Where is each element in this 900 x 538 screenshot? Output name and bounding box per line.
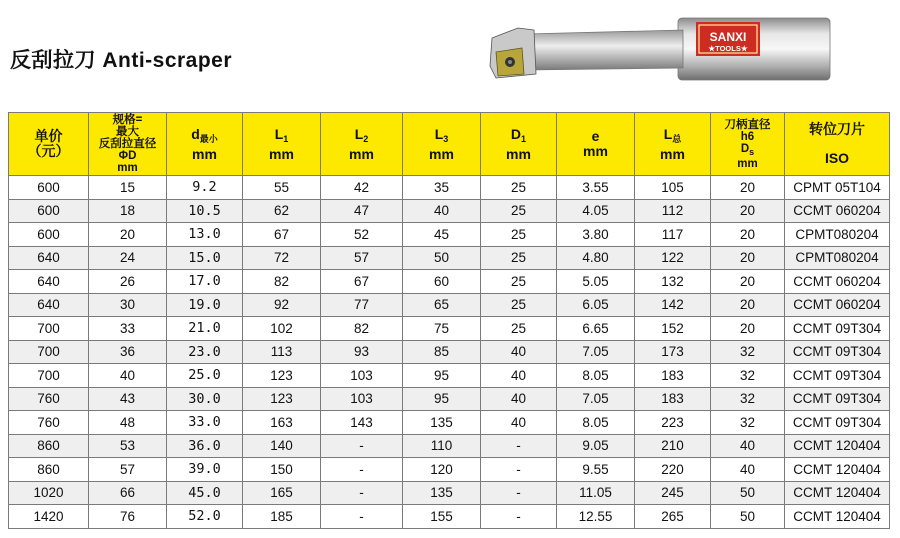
table-row bbox=[9, 176, 890, 200]
col-insert: 转位刀片 ISO bbox=[785, 113, 890, 176]
cell-d-min: 21.0 bbox=[167, 317, 243, 341]
cell-d-min: 13.0 bbox=[167, 223, 243, 247]
col-l3: $L_3$ mm bbox=[403, 113, 481, 176]
cell-l2: 57 bbox=[321, 246, 403, 270]
table-row bbox=[9, 293, 890, 317]
cell-l3: 95 bbox=[403, 387, 481, 411]
col-price: 单价 （元） bbox=[9, 113, 89, 176]
col-l2: $L_2$ mm bbox=[321, 113, 403, 176]
cell-l-total: 265 bbox=[635, 505, 711, 529]
cell-price: 1420 bbox=[9, 505, 89, 529]
cell-l2: 47 bbox=[321, 199, 403, 223]
table-row bbox=[9, 223, 890, 247]
cell-l-total: 183 bbox=[635, 387, 711, 411]
cell-shank-diameter: 20 bbox=[711, 293, 785, 317]
table-row bbox=[9, 458, 890, 482]
cell-d-min: 30.0 bbox=[167, 387, 243, 411]
cell-l1: 62 bbox=[243, 199, 321, 223]
cell-spec: 26 bbox=[89, 270, 167, 294]
cell-spec: 24 bbox=[89, 246, 167, 270]
cell-l1: 165 bbox=[243, 481, 321, 505]
table-header-row bbox=[9, 113, 890, 176]
cell-spec: 20 bbox=[89, 223, 167, 247]
cell-d-min: 17.0 bbox=[167, 270, 243, 294]
cell-shank-diameter: 50 bbox=[711, 505, 785, 529]
cell-spec: 33 bbox=[89, 317, 167, 341]
cell-shank-diameter: 20 bbox=[711, 176, 785, 200]
cell-l3: 35 bbox=[403, 176, 481, 200]
col-spec: 规格= 最大 反刮拉直径 ΦD mm bbox=[89, 113, 167, 176]
cell-price: 600 bbox=[9, 199, 89, 223]
table-body bbox=[9, 176, 890, 529]
anti-scraper-tool-image bbox=[478, 8, 832, 92]
cell-l2: 103 bbox=[321, 364, 403, 388]
cell-l3: 40 bbox=[403, 199, 481, 223]
cell-price: 600 bbox=[9, 223, 89, 247]
table-row bbox=[9, 411, 890, 435]
cell-insert: CPMT080204 bbox=[785, 246, 890, 270]
cell-spec: 18 bbox=[89, 199, 167, 223]
cell-l2: - bbox=[321, 481, 403, 505]
table-row bbox=[9, 246, 890, 270]
cell-spec: 66 bbox=[89, 481, 167, 505]
cell-d-min: 52.0 bbox=[167, 505, 243, 529]
cell-l-total: 245 bbox=[635, 481, 711, 505]
cell-d1: 40 bbox=[481, 364, 557, 388]
cell-e: 9.55 bbox=[557, 458, 635, 482]
cell-l-total: 142 bbox=[635, 293, 711, 317]
cell-d-min: 45.0 bbox=[167, 481, 243, 505]
cell-l-total: 122 bbox=[635, 246, 711, 270]
cell-l2: 93 bbox=[321, 340, 403, 364]
cell-spec: 43 bbox=[89, 387, 167, 411]
cell-l3: 75 bbox=[403, 317, 481, 341]
page-title: 反刮拉刀 Anti-scraper bbox=[10, 49, 233, 72]
cell-insert: CPMT080204 bbox=[785, 223, 890, 247]
col-d1: $D_1$ mm bbox=[481, 113, 557, 176]
cell-l3: 135 bbox=[403, 411, 481, 435]
cell-d-min: 36.0 bbox=[167, 434, 243, 458]
cell-shank-diameter: 40 bbox=[711, 458, 785, 482]
cell-l2: - bbox=[321, 458, 403, 482]
cell-shank-diameter: 32 bbox=[711, 387, 785, 411]
cell-e: 4.05 bbox=[557, 199, 635, 223]
col-d-min: $d_{最小}$ mm bbox=[167, 113, 243, 176]
table-row bbox=[9, 387, 890, 411]
cell-l1: 123 bbox=[243, 387, 321, 411]
cell-spec: 40 bbox=[89, 364, 167, 388]
cell-shank-diameter: 20 bbox=[711, 246, 785, 270]
table-row bbox=[9, 481, 890, 505]
cell-l3: 60 bbox=[403, 270, 481, 294]
cell-price: 640 bbox=[9, 293, 89, 317]
cell-l-total: 220 bbox=[635, 458, 711, 482]
cell-d-min: 33.0 bbox=[167, 411, 243, 435]
table-row bbox=[9, 434, 890, 458]
cell-price: 700 bbox=[9, 364, 89, 388]
cell-l3: 50 bbox=[403, 246, 481, 270]
cell-d-min: 19.0 bbox=[167, 293, 243, 317]
cell-shank-diameter: 50 bbox=[711, 481, 785, 505]
cell-l1: 67 bbox=[243, 223, 321, 247]
cell-l-total: 183 bbox=[635, 364, 711, 388]
cell-e: 3.80 bbox=[557, 223, 635, 247]
cell-d1: 40 bbox=[481, 411, 557, 435]
cell-insert: CCMT 09T304 bbox=[785, 364, 890, 388]
cell-l1: 82 bbox=[243, 270, 321, 294]
cell-d1: 40 bbox=[481, 387, 557, 411]
cell-shank-diameter: 32 bbox=[711, 364, 785, 388]
cell-price: 760 bbox=[9, 387, 89, 411]
cell-insert: CPMT 05T104 bbox=[785, 176, 890, 200]
cell-d1: 25 bbox=[481, 317, 557, 341]
cell-price: 640 bbox=[9, 270, 89, 294]
cell-l1: 185 bbox=[243, 505, 321, 529]
cell-e: 6.05 bbox=[557, 293, 635, 317]
cell-d-min: 23.0 bbox=[167, 340, 243, 364]
cell-l-total: 223 bbox=[635, 411, 711, 435]
cell-d-min: 39.0 bbox=[167, 458, 243, 482]
cell-e: 8.05 bbox=[557, 364, 635, 388]
cell-l-total: 210 bbox=[635, 434, 711, 458]
cell-shank-diameter: 20 bbox=[711, 199, 785, 223]
table-row bbox=[9, 270, 890, 294]
cell-l-total: 112 bbox=[635, 199, 711, 223]
cell-d1: 25 bbox=[481, 223, 557, 247]
cell-shank-diameter: 20 bbox=[711, 270, 785, 294]
table-row bbox=[9, 317, 890, 341]
cell-e: 6.65 bbox=[557, 317, 635, 341]
cell-spec: 15 bbox=[89, 176, 167, 200]
cell-l2: 42 bbox=[321, 176, 403, 200]
cell-l-total: 105 bbox=[635, 176, 711, 200]
cell-e: 7.05 bbox=[557, 340, 635, 364]
cell-d1: - bbox=[481, 434, 557, 458]
cell-l-total: 117 bbox=[635, 223, 711, 247]
cell-l3: 135 bbox=[403, 481, 481, 505]
cell-price: 700 bbox=[9, 317, 89, 341]
cell-l3: 95 bbox=[403, 364, 481, 388]
cell-shank-diameter: 32 bbox=[711, 411, 785, 435]
cell-l1: 113 bbox=[243, 340, 321, 364]
brand-logo-sub: ★TOOLS★ bbox=[708, 44, 748, 53]
cell-price: 600 bbox=[9, 176, 89, 200]
cell-l1: 140 bbox=[243, 434, 321, 458]
cell-l-total: 132 bbox=[635, 270, 711, 294]
table-row bbox=[9, 364, 890, 388]
cell-insert: CCMT 060204 bbox=[785, 293, 890, 317]
cell-d1: 25 bbox=[481, 176, 557, 200]
cell-insert: CCMT 09T304 bbox=[785, 340, 890, 364]
brand-logo-text: SANXI bbox=[709, 30, 747, 44]
spec-table bbox=[8, 112, 890, 529]
cell-l3: 45 bbox=[403, 223, 481, 247]
col-l-total: $L_总$ mm bbox=[635, 113, 711, 176]
cell-l-total: 152 bbox=[635, 317, 711, 341]
cell-insert: CCMT 120404 bbox=[785, 481, 890, 505]
cell-insert: CCMT 09T304 bbox=[785, 387, 890, 411]
col-l1: $L_1$ mm bbox=[243, 113, 321, 176]
cell-price: 1020 bbox=[9, 481, 89, 505]
cell-insert: CCMT 120404 bbox=[785, 505, 890, 529]
cell-e: 3.55 bbox=[557, 176, 635, 200]
cell-l2: - bbox=[321, 434, 403, 458]
cell-price: 640 bbox=[9, 246, 89, 270]
cell-insert: CCMT 09T304 bbox=[785, 317, 890, 341]
cell-d1: 25 bbox=[481, 293, 557, 317]
col-e: e mm bbox=[557, 113, 635, 176]
cell-insert: CCMT 09T304 bbox=[785, 411, 890, 435]
cell-spec: 53 bbox=[89, 434, 167, 458]
cell-d1: - bbox=[481, 458, 557, 482]
cell-shank-diameter: 32 bbox=[711, 340, 785, 364]
cell-e: 7.05 bbox=[557, 387, 635, 411]
cell-l2: - bbox=[321, 505, 403, 529]
table-row bbox=[9, 199, 890, 223]
cell-l1: 102 bbox=[243, 317, 321, 341]
cell-d1: 25 bbox=[481, 246, 557, 270]
cell-l3: 110 bbox=[403, 434, 481, 458]
cell-l2: 67 bbox=[321, 270, 403, 294]
table-row bbox=[9, 340, 890, 364]
cell-l1: 55 bbox=[243, 176, 321, 200]
cell-l2: 103 bbox=[321, 387, 403, 411]
cell-spec: 36 bbox=[89, 340, 167, 364]
cell-l3: 65 bbox=[403, 293, 481, 317]
cell-insert: CCMT 060204 bbox=[785, 270, 890, 294]
cell-spec: 76 bbox=[89, 505, 167, 529]
cell-d-min: 15.0 bbox=[167, 246, 243, 270]
cell-e: 11.05 bbox=[557, 481, 635, 505]
cell-spec: 57 bbox=[89, 458, 167, 482]
col-shank-diameter: 刀柄直径 h6 $D_s$ mm bbox=[711, 113, 785, 176]
cell-d-min: 10.5 bbox=[167, 199, 243, 223]
cell-e: 9.05 bbox=[557, 434, 635, 458]
cell-l1: 72 bbox=[243, 246, 321, 270]
cell-price: 860 bbox=[9, 434, 89, 458]
cell-e: 8.05 bbox=[557, 411, 635, 435]
cell-l2: 77 bbox=[321, 293, 403, 317]
cell-price: 760 bbox=[9, 411, 89, 435]
cell-l1: 92 bbox=[243, 293, 321, 317]
cell-e: 5.05 bbox=[557, 270, 635, 294]
cell-d-min: 25.0 bbox=[167, 364, 243, 388]
cell-spec: 48 bbox=[89, 411, 167, 435]
cell-insert: CCMT 120404 bbox=[785, 434, 890, 458]
cell-price: 860 bbox=[9, 458, 89, 482]
cell-shank-diameter: 20 bbox=[711, 317, 785, 341]
cell-l3: 120 bbox=[403, 458, 481, 482]
cell-e: 4.80 bbox=[557, 246, 635, 270]
cell-l-total: 173 bbox=[635, 340, 711, 364]
cell-insert: CCMT 060204 bbox=[785, 199, 890, 223]
cell-spec: 30 bbox=[89, 293, 167, 317]
cell-d1: 40 bbox=[481, 340, 557, 364]
cell-l3: 155 bbox=[403, 505, 481, 529]
cell-l1: 150 bbox=[243, 458, 321, 482]
cell-l2: 52 bbox=[321, 223, 403, 247]
cell-l1: 123 bbox=[243, 364, 321, 388]
table-row bbox=[9, 505, 890, 529]
cell-d-min: 9.2 bbox=[167, 176, 243, 200]
cell-shank-diameter: 40 bbox=[711, 434, 785, 458]
cell-l1: 163 bbox=[243, 411, 321, 435]
cell-d1: 25 bbox=[481, 199, 557, 223]
cell-l2: 143 bbox=[321, 411, 403, 435]
cell-insert: CCMT 120404 bbox=[785, 458, 890, 482]
cell-l2: 82 bbox=[321, 317, 403, 341]
cell-d1: - bbox=[481, 481, 557, 505]
cell-price: 700 bbox=[9, 340, 89, 364]
cell-l3: 85 bbox=[403, 340, 481, 364]
cell-d1: - bbox=[481, 505, 557, 529]
cell-d1: 25 bbox=[481, 270, 557, 294]
cell-e: 12.55 bbox=[557, 505, 635, 529]
cell-shank-diameter: 20 bbox=[711, 223, 785, 247]
